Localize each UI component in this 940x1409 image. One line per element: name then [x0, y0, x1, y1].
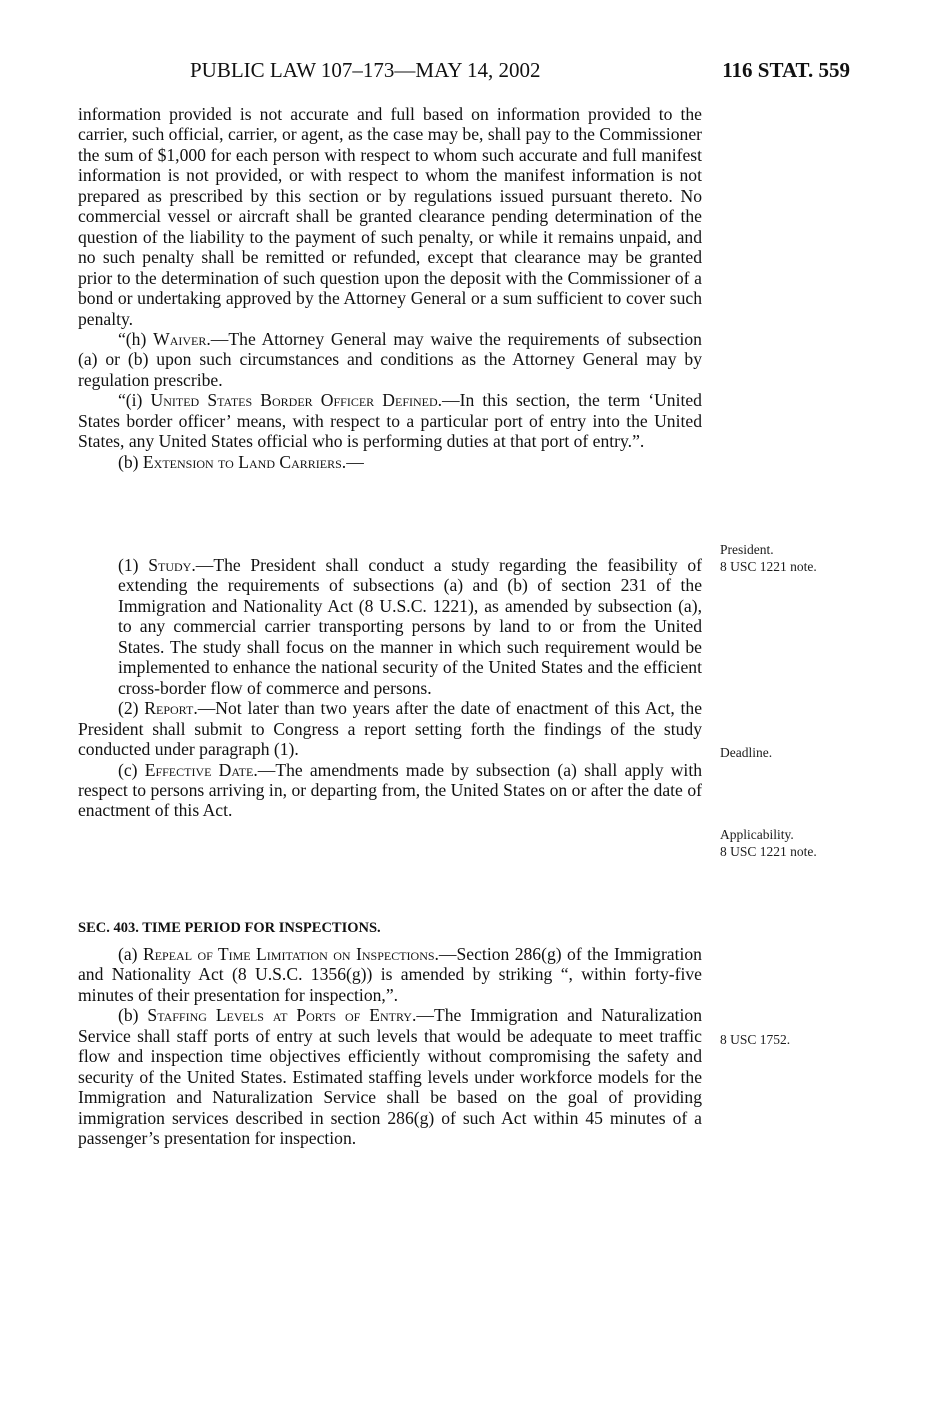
subsection-c [78, 760, 702, 821]
section-403-b-prefix: (b) [118, 1005, 148, 1026]
section-403-b-heading: Staffing Levels at Ports of Entry [147, 1005, 412, 1026]
subsection-h-text: .—The Attorney General may waive the requirements of subsection (a) or (b) upon such circumstances and conditions as the Attorney General may by regulation prescribe. [78, 328, 702, 390]
paragraph-1-study [78, 555, 702, 698]
subsection-b-prefix: (b) [118, 451, 143, 472]
section-403-a-prefix: (a) [118, 944, 143, 964]
main-text-block-1 [78, 104, 702, 472]
section-403-heading: SEC. 403. TIME PERIOD FOR INSPECTIONS. [78, 920, 381, 936]
margin-note-applicability-citation: 8 USC 1221 note. [720, 844, 817, 859]
subsection-i-heading: United States Border Officer Defined [150, 390, 438, 411]
margin-note-president [720, 541, 817, 575]
continuation-paragraph: information provided is not accurate and full based on information provided to the carrier, such official, carrier, or agent, as the case may be, shall pay to the Commissioner the sum of $1,000 for each person with respect to whom such accurate and full manifest information is not provided, or with respect to whom the manifest information is not prepared as prescribed by this section or by regulations issued pursuant thereto. No commercial vessel or aircraft shall be granted clearance pending determination of the question of the liability to the payment of such penalty, or while it remains unpaid, and no such penalty shall be remitted or refunded, except that clearance may be granted prior to the determination of such question upon the deposit with the Commissioner of a bond or undertaking approved by the Attorney General or a sum sufficient to cover such penalty. [78, 104, 702, 329]
subsection-b [78, 452, 702, 472]
subsection-i [78, 390, 702, 451]
paragraph-2-report [78, 698, 702, 759]
margin-note-deadline-label: Deadline. [720, 745, 773, 760]
subsection-c-text: .—The amendments made by subsection (a) shall apply with respect to persons arriving in, or departing from, the United States on or after the date of enactment of this Act. [78, 759, 702, 821]
subsection-i-prefix: “(i) [118, 390, 151, 411]
subsection-h-prefix: “(h) [118, 328, 154, 349]
subsection-h-heading: Waiver [153, 328, 207, 349]
margin-note-applicability [720, 826, 817, 860]
section-403-a-text: .—Section 286(g) of the Immigration and Nationality Act (8 U.S.C. 1356(g)) is amended by striking “, within forty-five minutes of their presentation for inspection,”. [78, 944, 702, 1005]
paragraph-2-heading: Report [144, 698, 194, 719]
paragraph-1-prefix: (1) [118, 555, 149, 575]
subsection-c-prefix: (c) [118, 759, 145, 780]
section-403-a-heading: Repeal of Time Limitation on Inspections [142, 944, 435, 964]
paragraph-2-text: .—Not later than two years after the date of enactment of this Act, the President shall submit to Congress a report setting forth the findings of the study conducted under paragraph (1). [78, 698, 702, 760]
main-text-block-2 [78, 555, 702, 821]
paragraph-1-text: .—The President shall conduct a study regarding the feasibility of extending the requirements of subsections (a) and (b) of section 231 of the Immigration and Nationality Act (8 U.S.C. 1221), as amended by subsection (a), to any commercial carrier transporting persons by land to or from the United States. The study shall focus on the manner in which such requirement would be implemented to enhance the national security of the United States and the efficient cross-border flow of commerce and persons. [118, 555, 703, 698]
section-403-b-text: .—The Immigration and Naturalization Service shall staff ports of entry at such levels that would be adequate to meet traffic flow and inspection time objectives efficiently without compromising the safety and security of the United States. Estimated staffing levels under workforce models for the Immigration and Naturalization Service shall be based on the goal of providing immigration services described in section 286(g) of such Act within 45 minutes of a passenger’s presentation for inspection. [78, 1005, 703, 1149]
main-text-block-3 [78, 918, 702, 1149]
margin-note-1752-citation: 8 USC 1752. [720, 1032, 791, 1047]
subsection-b-text: .— [341, 451, 364, 472]
subsection-h [78, 329, 702, 390]
margin-note-1752 [720, 1031, 790, 1048]
page-number: 116 STAT. 559 [722, 58, 850, 82]
margin-note-president-label: President. [720, 542, 774, 557]
margin-note-deadline [720, 744, 772, 761]
page-title: PUBLIC LAW 107–173—MAY 14, 2002 [190, 58, 541, 82]
section-403-b [78, 1005, 702, 1148]
margin-note-president-citation: 8 USC 1221 note. [720, 559, 817, 574]
paragraph-1-heading: Study [148, 555, 192, 575]
margin-note-applicability-label: Applicability. [720, 827, 794, 842]
running-header [78, 58, 850, 86]
subsection-b-heading: Extension to Land Carriers [142, 451, 342, 472]
section-403-a [78, 944, 702, 1005]
paragraph-2-prefix: (2) [118, 698, 145, 719]
subsection-c-heading: Effective Date [144, 759, 254, 780]
subsection-i-text: .—In this section, the term ‘United States border officer’ means, with respect to a particular port of entry into the United States, any United States official who is performing duties at that port of entry.”. [78, 390, 702, 452]
